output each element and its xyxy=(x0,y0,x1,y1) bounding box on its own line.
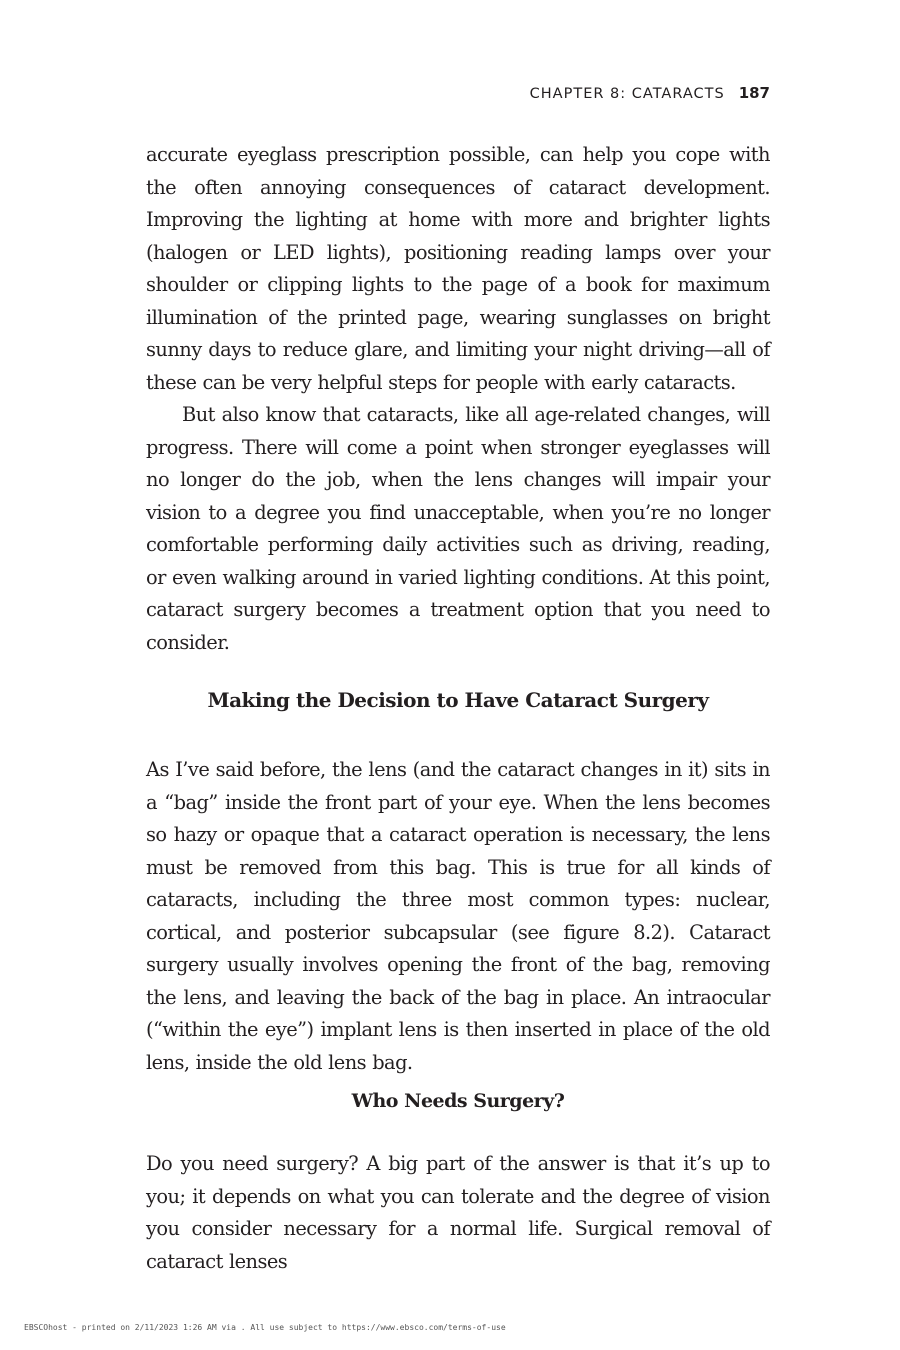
running-head xyxy=(530,84,770,102)
body-text-section-2 xyxy=(146,1148,770,1278)
paragraph-lens-bag: As I’ve said before, the lens (and the cataract changes in it) sits in a “bag” inside the front part of your eye. When the lens becomes so hazy or opaque that a cataract operation is necessary, the lens must be removed from this bag. This is true for all kinds of cataracts, including the three most common types: nuclear, cortical, and posterior subcapsular (see figure 8.2). Cataract surgery usually involves opening the front of the bag, removing the lens, and leaving the back of the bag in place. An intraocular (“within the eye”) implant lens is then inserted in place of the old lens, inside the old lens bag. xyxy=(146,758,770,1074)
section-heading-decision: Making the Decision to Have Cataract Surgery xyxy=(207,688,709,712)
paragraph-progress: But also know that cataracts, like all age-related changes, will progress. There will come a point when stronger eyeglasses will no longer do the job, when the lens changes will impair your vision to a degree you find unacceptable, when you’re no longer comfortable performing daily activities such as driving, reading, or even walking around in varied lighting conditions. At this point, cataract surgery becomes a treatment option that you need to consider. xyxy=(146,403,770,654)
paragraph-continued: accurate eyeglass prescription possible, can help you cope with the often annoying consequences of cataract development. Improving the lighting at home with more and brighter lights (halogen or LED lights), positioning reading lamps over your shoulder or clipping lights to the page of a book for maximum illumination of the printed page, wearing sunglasses on bright sunny days to reduce glare, and limiting your night driving—all of these can be very helpful steps for people with early cataracts. xyxy=(146,143,770,394)
paragraph-need-surgery: Do you need surgery? A big part of the answer is that it’s up to you; it depends on what you can tolerate and the degree of vision you consider necessary for a normal life. Surgical removal of cataract lenses xyxy=(146,1152,770,1273)
page-number: 187 xyxy=(738,84,770,102)
chapter-title: CHAPTER 8: CATARACTS xyxy=(529,86,725,102)
body-text-section-1 xyxy=(146,754,770,1079)
footer-notice: EBSCOhost - printed on 2/11/2023 1:26 AM via . All use subject to https://www.ebsco.com/terms-of-use xyxy=(24,1323,506,1332)
section-heading-who-needs-surgery: Who Needs Surgery? xyxy=(351,1090,565,1112)
body-text-top xyxy=(146,139,770,659)
